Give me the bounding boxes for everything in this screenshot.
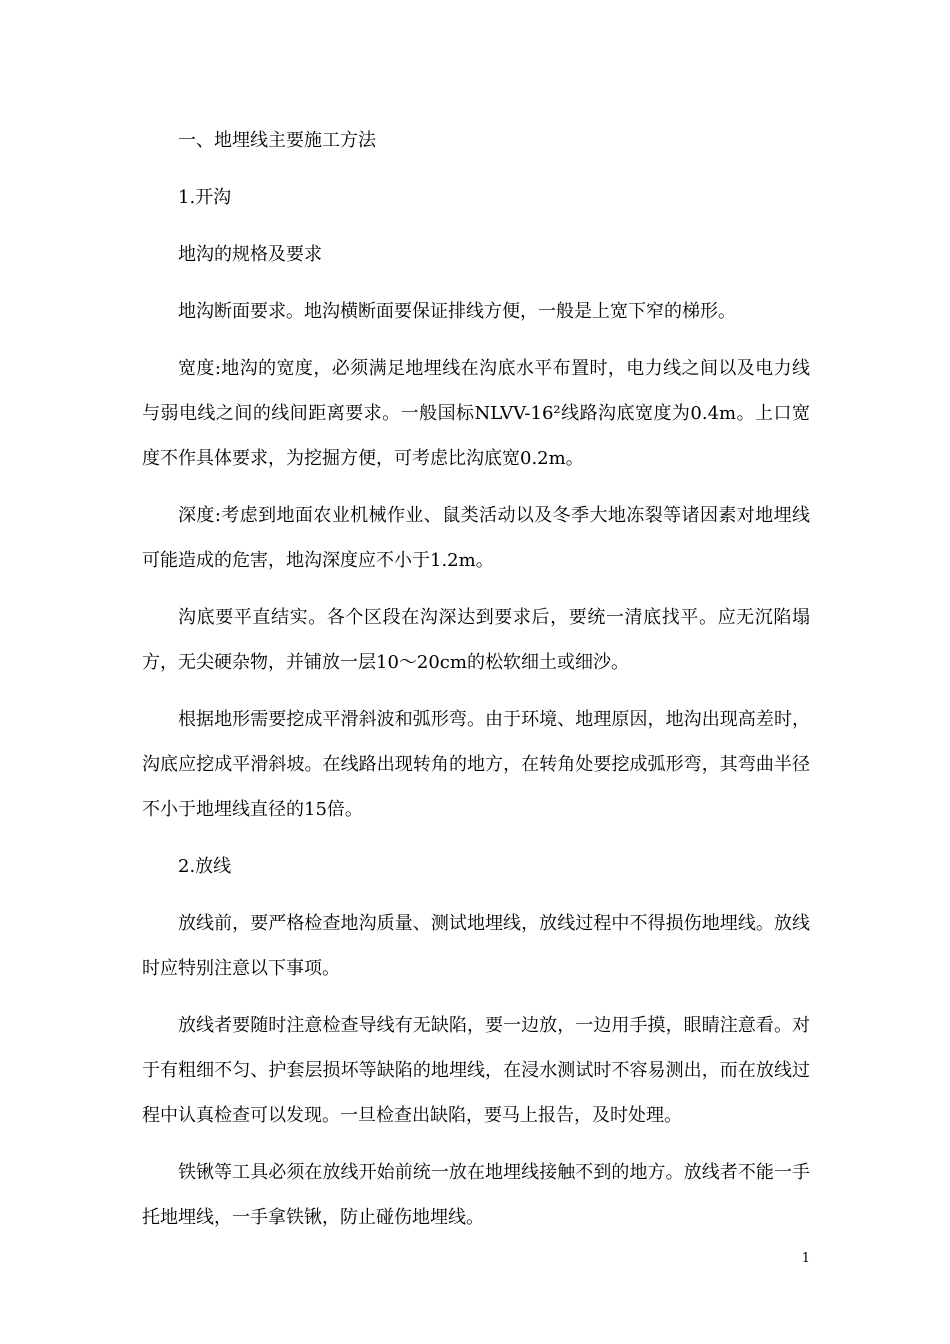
subsection-heading-laying: 2.放线 [178,856,232,877]
document-body [142,118,810,1252]
paragraph-cross-section: 地沟断面要求。地沟横断面要保证排线方便，一般是上宽下窄的梯形。 [178,301,736,322]
paragraph-inspection: 放线者要随时注意检查导线有无缺陷，要一边放，一边用手摸，眼睛注意看。对于有粗细不匀、护套层损坏等缺陷的地埋线，在浸水测试时不容易测出，而在放线过程中认真检查可以发现。一旦检查出缺陷，要马上报告，及时处理。 [142,1015,810,1126]
page-number: 1 [801,1251,810,1266]
paragraph-slope-curve: 根据地形需要挖成平滑斜波和弧形弯。由于环境、地理原因，地沟出现高差时，沟底应挖成平滑斜坡。在线路出现转角的地方，在转角处要挖成弧形弯，其弯曲半径不小于地埋线直径的15倍。 [142,709,810,820]
section-heading: 一、地埋线主要施工方法 [178,130,376,151]
paragraph-tools: 铁锹等工具必须在放线开始前统一放在地埋线接触不到的地方。放线者不能一手托地埋线，一手拿铁锹，防止碰伤地埋线。 [142,1162,810,1228]
paragraph-depth: 深度:考虑到地面农业机械作业、鼠类活动以及冬季大地冻裂等诸因素对地埋线可能造成的危害，地沟深度应不小于1.2m。 [142,505,810,571]
paragraph-width: 宽度:地沟的宽度，必须满足地埋线在沟底水平布置时，电力线之间以及电力线与弱电线之间的线间距离要求。一般国标NLVV-16²线路沟底宽度为0.4m。上口宽度不作具体要求，为挖掘方便，可考虑比沟底宽0.2m。 [142,358,810,469]
topic-heading-trench-spec: 地沟的规格及要求 [178,244,322,265]
subsection-heading-trenching: 1.开沟 [178,187,232,208]
paragraph-trench-bottom: 沟底要平直结实。各个区段在沟深达到要求后，要统一清底找平。应无沉陷塌方，无尖硬杂物，并铺放一层10～20cm的松软细土或细沙。 [142,607,810,673]
paragraph-before-laying: 放线前，要严格检查地沟质量、测试地埋线，放线过程中不得损伤地埋线。放线时应特别注意以下事项。 [142,913,810,979]
